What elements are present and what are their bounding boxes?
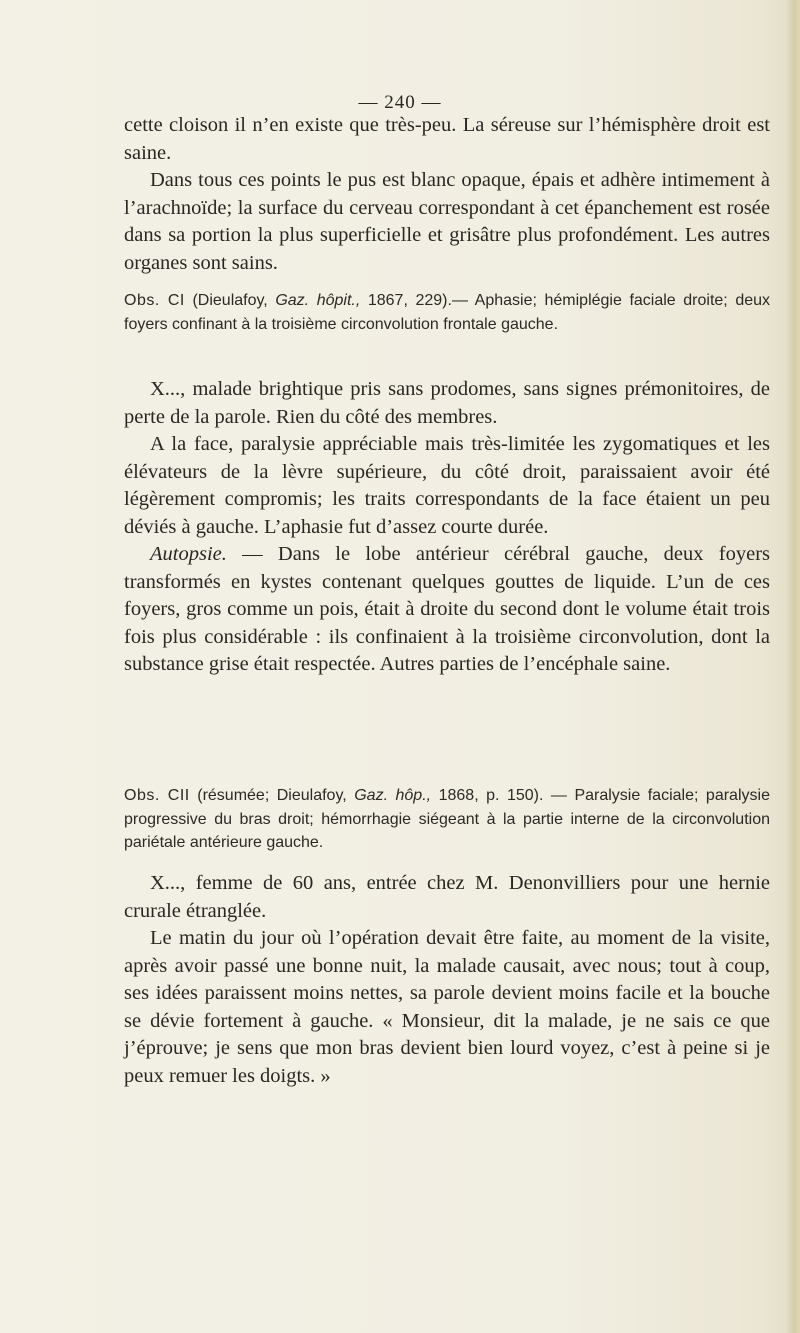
page-edge-shadow [786,0,800,1333]
autopsy-text: — Dans le lobe antérieur cérébral gauche, deux foyers transformés en kystes contenant quelques gouttes de liquide. L’un de ces foyers, gros comme un pois, était à droite du second dont le volume était trois fois plus considérable : ils confinaient à la troisième circonvolution, dont la substance grise était respectée. Autres parties de l’encéphale saine. [124,543,771,675]
observation-source-rest: 1867, 229).— [367,292,468,309]
paragraph-morning-visit: Le matin du jour où l’opération devait être faite, au moment de la visite, après avoir passé une bonne nuit, la malade causait, avec nous; tout à coup, ses idées paraissent moins nettes, sa parole devient moins facile et la bouche se dévie fortement à gauche. « Monsieur, dit la malade, je ne sais ce que j’éprouve; je sens que mon bras devient bien lourd voyez, c’est à peine si je peux remuer les doigts. » [124,927,770,1087]
observation-source-journal: Gaz. hôpit., [275,292,361,309]
observation-source-author: (Dieulafoy, [192,292,268,309]
page-number: — 240 — [358,92,442,113]
paragraph-patient-intro: X..., femme de 60 ans, entrée chez M. Denonvilliers pour une hernie crurale étranglée. [124,872,770,922]
paragraph-patient-intro: X..., malade brightique pris sans prodomes, sans signes prémonitoires, de perte de la parole. Rien du côté des membres. [124,378,770,428]
observation-ci-heading [124,289,770,336]
autopsy-label: Autopsie. [150,543,227,565]
paragraph-pus-description: Dans tous ces points le pus est blanc opaque, épais et adhère intimement à l’arachnoïde; la surface du cerveau correspondant à cet épanchement est rosée dans sa portion la plus superficielle et grisâtre plus profondément. Les autres organes sont sains. [124,169,770,274]
case-ci-body [124,376,770,679]
observation-label: Obs. CI [124,292,185,309]
section-continuation [124,112,770,277]
observation-source-author: (résumée; Dieulafoy, [197,787,347,804]
observation-summary: Paralysie faciale; paralysie progressive du bras droit; hémorrhagie siégeant à la partie interne de la circonvolution pariétale antérieure gauche. [124,787,770,851]
paragraph-continued: cette cloison il n’en existe que très-peu. La séreuse sur l’hémisphère droit est saine. [124,114,770,164]
observation-source-journal: Gaz. hôp., [354,787,432,804]
observation-summary: Aphasie; hémiplégie faciale droite; deux foyers confinant à la troisième circonvolution frontale gauche. [124,292,771,333]
observation-cii-heading [124,784,770,855]
case-cii-body [124,870,770,1090]
observation-label: Obs. CII [124,787,190,804]
paragraph-face-paralysis: A la face, paralysie appréciable mais très-limitée les zygomatiques et les élévateurs de la lèvre supérieure, du côté droit, paraissaient avoir été légèrement compromis; les traits correspondants de la face étaient un peu déviés à gauche. L’aphasie fut d’assez courte durée. [124,433,770,538]
paragraph-autopsy [124,541,770,679]
observation-source-rest: 1868, p. 150). — [438,787,567,804]
